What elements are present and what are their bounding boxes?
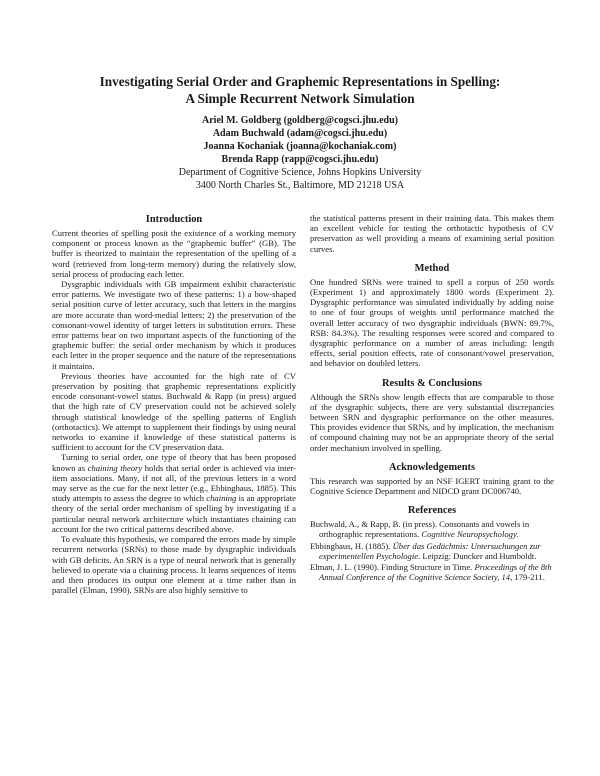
affiliation-dept: Department of Cognitive Science, Johns Hopkins University bbox=[178, 167, 422, 178]
reference-2-title: Über das Gedächtnis: Untersuchungen zur experimentellen Psychologie bbox=[319, 540, 541, 561]
acknowledgements-paragraph: This research was supported by an NSF IGERT training grant to the Cognitive Science Department and NIDCD grant DC006740. bbox=[310, 475, 554, 497]
author-4: Brenda Rapp (rapp@cogsci.jhu.edu) bbox=[221, 154, 379, 165]
reference-1-journal: Cognitive Neuropsychology bbox=[421, 529, 517, 540]
intro-p4-text-b: holds that serial order is achieved via inter-item associations. Many, if not all, of the previous letters in a word may serve as the cue for the next letter (e.g., Ebbinghaus, 1885). This study attempts to assess the degree to which bbox=[52, 462, 296, 504]
author-block bbox=[100, 114, 500, 192]
intro-p4-text-c: is an appropriate theory of the serial order mechanism of spelling by investigating if a particular neural network architecture which instantiates chaining can account for the two critical patterns described above. bbox=[52, 493, 296, 534]
references-heading: References bbox=[407, 505, 457, 517]
reference-3-text: Elman, J. L. (1990). Finding Structure in Time. bbox=[310, 562, 475, 573]
method-heading: Method bbox=[414, 262, 450, 274]
intro-p4-text-a: Turning to serial order, one type of theory that has been proposed known as bbox=[52, 452, 296, 473]
intro-paragraph-1: Current theories of spelling posit the existence of a working memory component or process known as the “graphemic buffer” (GB). The buffer is theorized to maintain the representation of the spelling of a word (retrieved from long-term memory) during the relatively slow, serial process of producing each letter. bbox=[52, 228, 296, 279]
acknowledgements-heading: Acknowledgements bbox=[388, 461, 475, 473]
reference-3-end: , 179-211. bbox=[510, 572, 545, 583]
reference-3-proceedings: Proceedings of the 8th Annual Conference of the Cognitive Science Society, 14 bbox=[319, 562, 552, 583]
references-section bbox=[310, 504, 554, 582]
method-section bbox=[310, 262, 554, 369]
intro-paragraph-2: Dysgraphic individuals with GB impairment exhibit characteristic error patterns. We investigate two of these patterns: 1) a bow-shaped serial position curve of letter accuracy, such that letters in the margins are more accurate than word-medial letters; 2) the preservation of the consonant-vowel identity of target letters in substitution errors. These error patterns bear on two important aspects of the functioning of the graphemic buffer: the serial order mechanism by which it produces each letter in the proper sequence and the nature of the representations it maintains. bbox=[52, 279, 296, 371]
title-line-1: Investigating Serial Order and Graphemic Representations in Spelling: bbox=[99, 74, 501, 89]
reference-1-end: . bbox=[516, 529, 519, 540]
results-heading: Results & Conclusions bbox=[382, 377, 482, 389]
reference-1-text: Buchwald, A., & Rapp, B. (in press). Consonants and vowels in orthographic representations. bbox=[310, 519, 530, 540]
reference-2-end: . Leipzig: Duncker and Humboldt. bbox=[418, 550, 537, 561]
intro-paragraph-4 bbox=[52, 452, 296, 534]
results-section bbox=[310, 377, 554, 453]
affiliation-address: 3400 North Charles St., Baltimore, MD 21218 USA bbox=[195, 180, 405, 191]
results-paragraph: Although the SRNs show length effects that are comparable to those of the dysgraphic subjects, there are very substantial discrepancies between SRN and dysgraphic performance on the other measures. This provides evidence that SRNs, and by implication, the mechanism of compound chaining may not be an appropriate theory of the serial order mechanism involved in spelling. bbox=[310, 391, 554, 453]
intro-paragraph-5-continued: the statistical patterns present in their training data. This makes them an excellent vehicle for testing the orthotactic hypothesis of CV preservation as well providing a means of examining serial position curves. bbox=[310, 213, 554, 254]
intro-paragraph-5: To evaluate this hypothesis, we compared the errors made by simple recurrent networks (SRNs) to those made by dysgraphic individuals with GB deficits. An SRN is a type of neural network that is generally believed to operate via a chaining process. It learns sequences of items and then produces its output one element at a time rather than in parallel (Elman, 1990). SRNs are also highly sensitive to bbox=[52, 534, 296, 596]
reference-1 bbox=[310, 519, 554, 539]
right-column bbox=[310, 213, 554, 583]
paper-title bbox=[40, 73, 560, 107]
acknowledgements-section bbox=[310, 461, 554, 496]
introduction-heading: Introduction bbox=[145, 214, 203, 225]
author-2: Adam Buchwald (adam@cogsci.jhu.edu) bbox=[212, 128, 388, 139]
method-paragraph: One hundred SRNs were trained to spell a corpus of 250 words (Experiment 1) and approximately 1800 words (Experiment 2). Dysgraphic performance was simulated individually by adding noise to one of four groups of weights until performance matched the overall letter accuracy of two dysgraphic individuals (BWN: 89.7%, RSB: 84.3%). The resulting responses were scored and compared to dysgraphic performance on a number of areas including: length effects, serial position effects, rate of consonant/vowel preservation, and behavior on doubled letters. bbox=[310, 276, 554, 369]
intro-p4-emphasis-2: chaining bbox=[206, 493, 237, 504]
reference-3 bbox=[310, 562, 554, 582]
intro-p4-emphasis: chaining theory bbox=[87, 462, 143, 473]
author-1: Ariel M. Goldberg (goldberg@cogsci.jhu.edu) bbox=[202, 115, 398, 126]
left-column bbox=[52, 213, 296, 595]
intro-paragraph-3: Previous theories have accounted for the high rate of CV preservation by positing that graphemic representations explicitly encode consonant-vowel status. Buchwald & Rapp (in press) argued that the high rate of CV preservation could not be achieved solely through statistical knowledge of the spelling patterns of English (orthotactics). We attempt to supplement their findings by using neural networks to examine if knowledge of these statistical patterns is sufficient to account for the CV preservation data. bbox=[52, 370, 296, 453]
author-3: Joanna Kochaniak (joanna@kochaniak.com) bbox=[203, 141, 397, 152]
reference-2 bbox=[310, 541, 554, 561]
title-line-2: A Simple Recurrent Network Simulation bbox=[185, 91, 415, 106]
reference-2-text: Ebbinghaus, H. (1885). bbox=[310, 540, 393, 551]
